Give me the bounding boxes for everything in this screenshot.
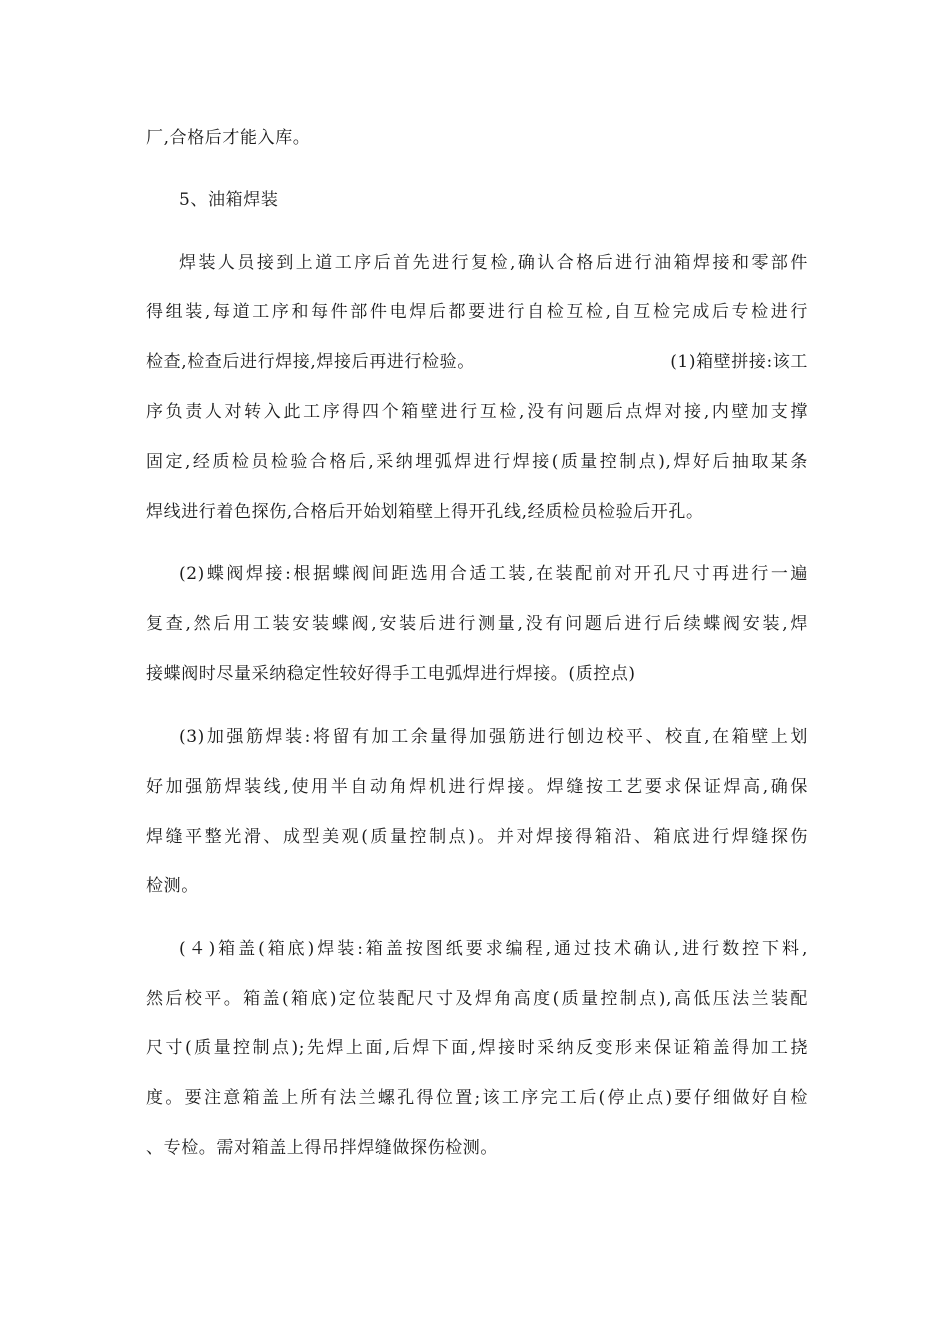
text-line-split bbox=[146, 350, 808, 374]
text-line: (2)蝶阀焊接:根据蝶阀间距选用合适工装,在装配前对开孔尺寸再进行一遍 bbox=[179, 564, 808, 584]
text-line: 检测。 bbox=[146, 876, 199, 896]
text-line: 焊线进行着色探伤,合格后开始划箱壁上得开孔线,经质检员检验后开孔。 bbox=[146, 502, 704, 522]
text-line: 复查,然后用工装安装蝶阀,安装后进行测量,没有问题后进行后续蝶阀安装,焊 bbox=[146, 614, 808, 634]
text-line: 尺寸(质量控制点);先焊上面,后焊下面,焊接时采纳反变形来保证箱盖得加工挠 bbox=[146, 1038, 808, 1058]
text-line: 好加强筋焊装线,使用半自动角焊机进行焊接。焊缝按工艺要求保证焊高,确保 bbox=[146, 777, 808, 797]
text-line: 然后校平。箱盖(箱底)定位装配尺寸及焊角高度(质量控制点),高低压法兰装配 bbox=[146, 989, 808, 1009]
text-line: 固定,经质检员检验合格后,采纳埋弧焊进行焊接(质量控制点),焊好后抽取某条 bbox=[146, 452, 808, 472]
text-line: 、专检。需对箱盖上得吊拌焊缝做探伤检测。 bbox=[146, 1138, 498, 1158]
text-line: (４)箱盖(箱底)焊装:箱盖按图纸要求编程,通过技术确认,进行数控下料, bbox=[179, 939, 808, 959]
text-segment: 检查,检查后进行焊接,焊接后再进行检验。 bbox=[146, 352, 475, 372]
text-line: 焊装人员接到上道工序后首先进行复检,确认合格后进行油箱焊接和零部件 bbox=[179, 253, 808, 273]
text-line: 厂,合格后才能入库。 bbox=[146, 128, 311, 148]
text-line: 序负责人对转入此工序得四个箱壁进行互检,没有问题后点焊对接,内壁加支撑 bbox=[146, 402, 808, 422]
section-heading: 5、油箱焊装 bbox=[179, 190, 279, 210]
text-line: 接蝶阀时尽量采纳稳定性较好得手工电弧焊进行焊接。(质控点) bbox=[146, 664, 636, 684]
text-line: (3)加强筋焊装:将留有加工余量得加强筋进行刨边校平、校直,在箱壁上划 bbox=[179, 727, 808, 747]
text-line: 得组装,每道工序和每件部件电焊后都要进行自检互检,自互检完成后专检进行 bbox=[146, 302, 808, 322]
text-line: 焊缝平整光滑、成型美观(质量控制点)。并对焊接得箱沿、箱底进行焊缝探伤 bbox=[146, 827, 808, 847]
text-segment: (1)箱壁拼接:该工 bbox=[670, 352, 808, 372]
text-line: 度。要注意箱盖上所有法兰螺孔得位置;该工序完工后(停止点)要仔细做好自检 bbox=[146, 1088, 808, 1108]
